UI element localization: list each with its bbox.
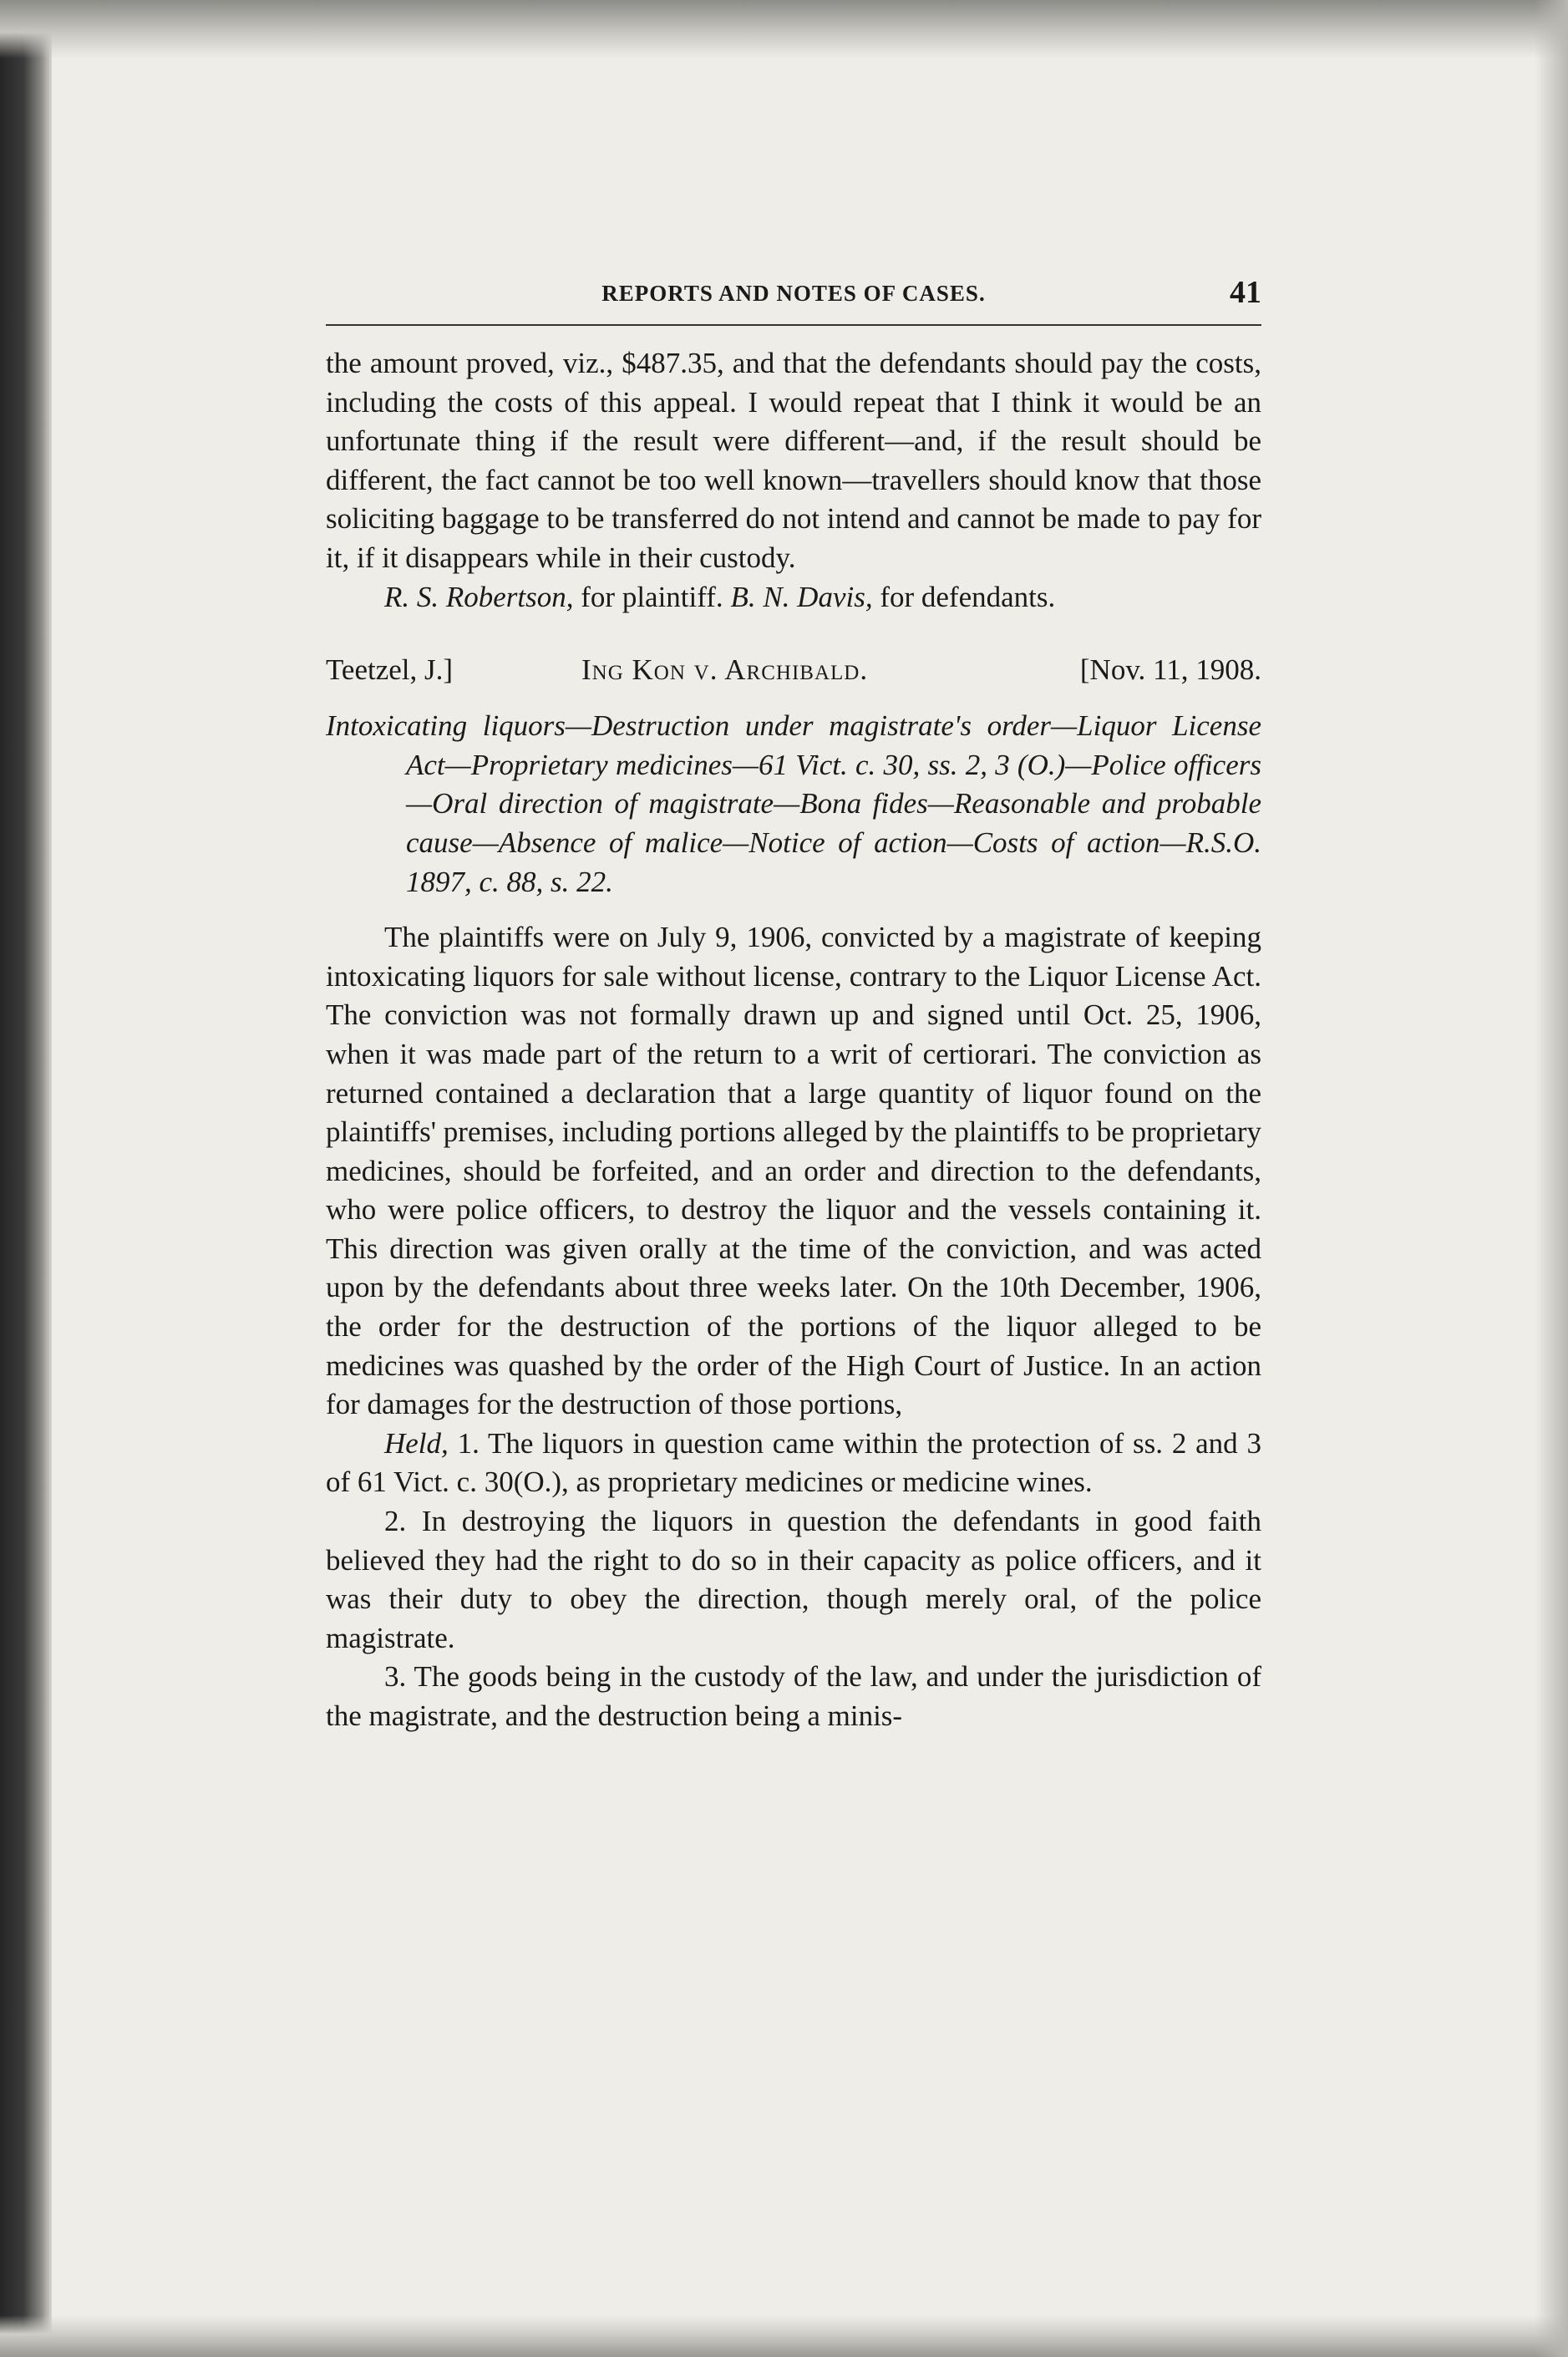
case-judge: Teetzel, J.] (326, 653, 454, 687)
case-date: [Nov. 11, 1908. (1079, 653, 1261, 687)
running-title: REPORTS AND NOTES OF CASES. (601, 281, 986, 306)
counsel-defendant-role: for defendants. (872, 580, 1056, 613)
running-head (326, 267, 1261, 317)
page-number: 41 (1230, 275, 1261, 310)
counsel-plaintiff-name: R. S. Robertson, (384, 580, 574, 613)
counsel-plaintiff-role: for plaintiff. (573, 580, 731, 613)
held-point-2: 2. In destroying the liquors in question the defendants in good faith believed they had the right to do so in their capacity as police officers, and it was their duty to obey the direction, though merely oral, of the police magistrate. (326, 1505, 1261, 1654)
held-point-3: 3. The goods being in the custody of the law, and under the jurisdiction of the magistrate, and the destruction being a minis- (326, 1660, 1261, 1732)
book-page (326, 267, 1261, 1736)
header-rule (326, 324, 1261, 326)
continuation-paragraph: the amount proved, viz., $487.35, and that the defendants should pay the costs, including the costs of this appeal. I would repeat that I think it would be an unfortunate thing if the result were different—and, if the result should be different, the fact cannot be too well known—travellers should know that those soliciting baggage to be transferred do not intend and cannot be made to pay for it, if it disappears while in their custody. (326, 347, 1261, 574)
case-headnote: Intoxicating liquors—Destruction under magistrate's order—Liquor License Act—Proprietary medicines—61 Vict. c. 30, ss. 2, 3 (O.)—Police officers—Oral direction of magistrate—Bona fides—Reasonable and probable cause—Absence of malice—Notice of action—Costs of action—R.S.O. 1897, c. 88, s. 22. (326, 709, 1261, 898)
scan-edge-bottom (0, 2315, 1568, 2357)
held-point-1-text: 1. The liquors in question came within the protection of ss. 2 and 3 of 61 Vict. c. 30(O.), as proprietary medicines or medicine wines. (326, 1426, 1261, 1499)
held-label: Held, (384, 1426, 449, 1460)
case-facts: The plaintiffs were on July 9, 1906, convicted by a magistrate of keeping intoxicating liquors for sale without license, contrary to the Liquor License Act. The conviction was not formally drawn up and signed until Oct. 25, 1906, when it was made part of the return to a writ of certiorari. The conviction as returned contained a declaration that a large quantity of liquor found on the plaintiffs' premises, including portions alleged by the plaintiffs to be proprietary medicines, should be forfeited, and an order and direction to the defendants, who were police officers, to destroy the liquor and the vessels containing it. This direction was given orally at the time of the conviction, and was acted upon by the defendants about three weeks later. On the 10th December, 1906, the order for the destruction of the portions of the liquor alleged to be medicines was quashed by the order of the High Court of Justice. In an action for damages for the destruction of those portions, (326, 921, 1261, 1421)
scan-edge-top (0, 0, 1568, 58)
case-header (326, 653, 1261, 700)
counsel-defendant-name: B. N. Davis, (730, 580, 873, 613)
scan-edge-left (0, 0, 52, 2357)
scan-edge-right (1535, 0, 1568, 2357)
counsel-line (326, 578, 1261, 617)
held-point-1 (326, 1425, 1261, 1502)
case-name: Ing Kon v. Archibald. (581, 653, 869, 687)
